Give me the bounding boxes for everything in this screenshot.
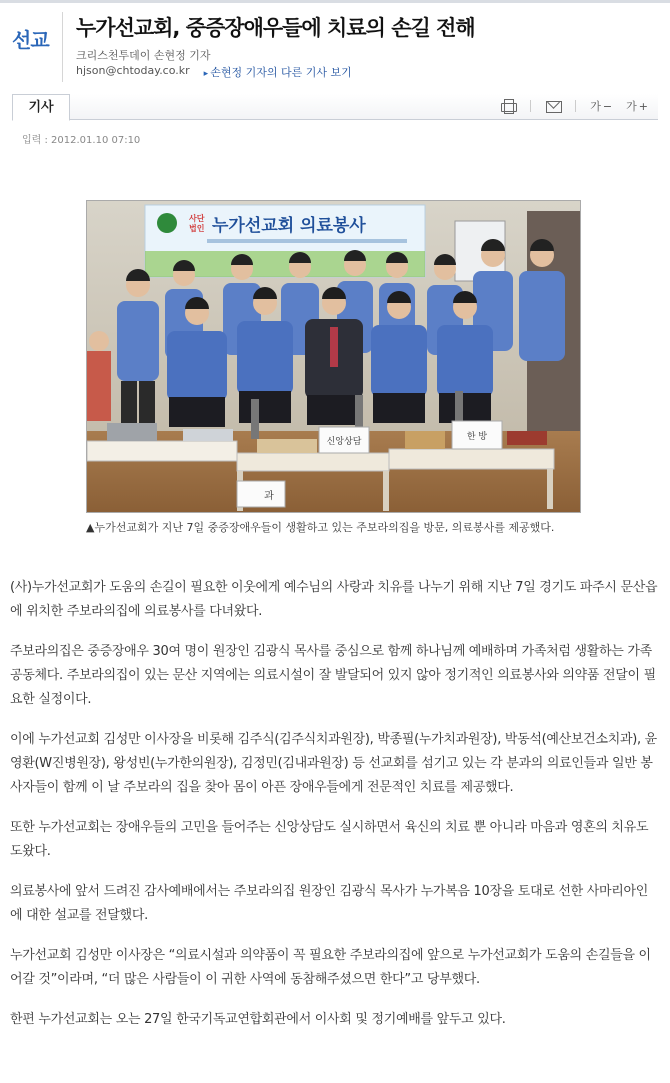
reporter-other-articles-link[interactable] [204, 64, 352, 80]
font-larger-button[interactable] [626, 98, 648, 114]
article-body [10, 576, 660, 1048]
paragraph: 한편 누가선교회는 오는 27일 한국기독교연합회관에서 이사회 및 정기예배를 앞두고 있다. [10, 1012, 506, 1027]
mail-icon[interactable] [545, 98, 561, 114]
article-headline: 누가선교회, 중증장애우들에 치료의 손길 전해 [76, 16, 475, 40]
paragraph: 누가선교회 김성만 이사장은 “의료시설과 의약품이 꼭 필요한 주보라의집에 앞으로 누가선교회가 도움의 손길들을 이어갈 것”이라며, “더 많은 사람들이 이 귀한 사역에 동참해주셨으면 한다”고 당부했다. [10, 948, 651, 987]
photo-illustration [87, 201, 581, 513]
paragraph: 또한 누가선교회는 장애우들의 고민을 들어주는 신앙상담도 실시하면서 육신의 치료 뿐 아니라 마음과 영혼의 치유도 도왔다. [10, 820, 649, 859]
sign-counseling: 신앙상담 [326, 437, 362, 447]
banner-subline [207, 239, 407, 243]
article-toolbar [12, 94, 658, 120]
banner-logo [157, 213, 177, 233]
print-icon[interactable] [500, 98, 516, 114]
paragraph: 이에 누가선교회 김성만 이사장을 비롯해 김주식(김주식치과원장), 박종필(누가치과원장), 박동석(예산보건소치과), 윤영환(W진병원장), 왕성빈(누가한의원장), 김정민(김내과원장) 등 선교회를 섬기고 있는 각 분과의 의료인들과 일반 봉사자들이 함께 이 날 주보라의 집을 찾아 몸이 아픈 장애우들에게 전문적인 치료를 제공했다. [10, 732, 657, 795]
tool-divider [575, 100, 576, 112]
plus-icon: + [638, 99, 648, 113]
tab-article[interactable]: 기사 [12, 94, 70, 121]
sign-department: 과 [264, 491, 274, 502]
article-tools [500, 98, 648, 114]
font-larger-label: 가 [626, 100, 637, 113]
banner-small-text: 법인 [189, 224, 205, 233]
section-label[interactable]: 선교 [12, 28, 49, 52]
arrow-right-icon: ▸ [203, 69, 209, 79]
minus-icon: − [602, 99, 613, 113]
banner-title: 누가선교회 의료봉사 [212, 216, 366, 236]
article-photo [86, 200, 581, 513]
photo-caption: ▲누가선교회가 지난 7일 중증장애우들이 생활하고 있는 주보라의집을 방문, 의료봉사를 제공했다. [86, 521, 555, 534]
top-rule [0, 0, 670, 3]
paragraph: 의료봉사에 앞서 드려진 감사예배에서는 주보라의집 원장인 김광식 목사가 누가복음 10장을 토대로 선한 사마리아인에 대한 설교를 전달했다. [10, 884, 649, 923]
reporter-link-label: 손현정 기자의 다른 기사 보기 [210, 66, 352, 79]
byline: 크리스천투데이 손현정 기자 [76, 49, 211, 62]
tool-divider [530, 100, 531, 112]
contact-line [76, 64, 352, 80]
font-smaller-button[interactable] [590, 98, 612, 114]
reporter-email[interactable]: hjson@chtoday.co.kr [76, 64, 190, 77]
title-divider [62, 12, 63, 82]
left-person [87, 351, 111, 421]
banner-small-text: 사단 [189, 214, 205, 223]
font-smaller-label: 가 [590, 100, 601, 113]
paragraph: 주보라의집은 중증장애우 30여 명이 원장인 김광식 목사를 중심으로 함께 하나님께 예배하며 가족처럼 생활하는 가족공동체다. 주보라의집이 있는 문산 지역에는 의료시설이 잘 발달되어 있지 않아 정기적인 의료봉사와 의약품 전달이 필요한 실정이다. [10, 644, 656, 707]
paragraph: (사)누가선교회가 도움의 손길이 필요한 이웃에게 예수님의 사랑과 치유를 나누기 위해 지난 7일 경기도 파주시 문산읍에 위치한 주보라의집에 의료봉사를 다녀왔다. [10, 580, 658, 619]
publish-date: 입력 : 2012.01.10 07:10 [22, 135, 141, 146]
sign-oriental-medicine: 한 방 [466, 432, 488, 442]
left-person-head [89, 331, 109, 351]
